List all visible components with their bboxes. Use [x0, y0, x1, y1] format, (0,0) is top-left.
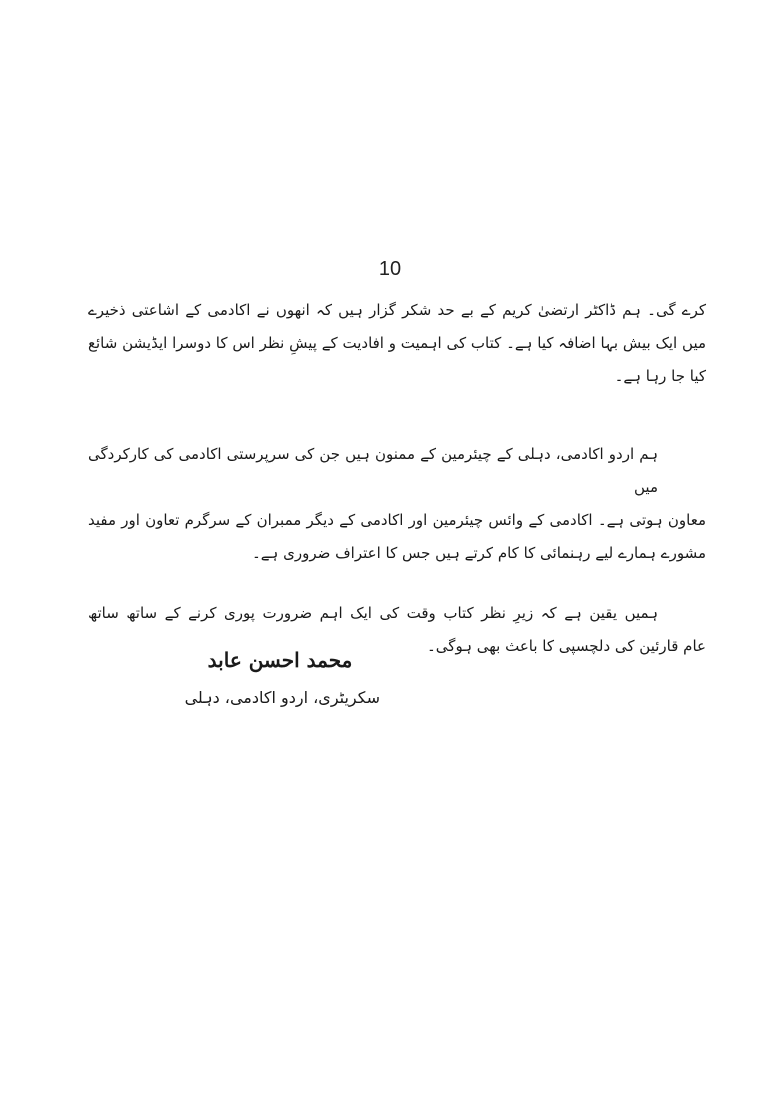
text-line: کرے گی۔ ہم ڈاکٹر ارتضیٰ کریم کے بے حد شکر گزار ہیں کہ انھوں نے اکادمی کے اشاعتی ذخیرے — [88, 301, 706, 319]
text-line: ہم اردو اکادمی، دہلی کے چیئرمین کے ممنون ہیں جن کی سرپرستی اکادمی کی کارکردگی میں — [88, 445, 658, 496]
signature-name: محمد احسن عابد — [207, 648, 353, 672]
text-line: میں ایک بیش بہا اضافہ کیا ہے۔ کتاب کی اہمیت و افادیت کے پیشِ نظر اس کا دوسرا ایڈیشن شائع — [88, 334, 706, 352]
page-number: 10 — [378, 258, 402, 280]
text-line: مشورے ہمارے لیے رہنمائی کا کام کرتے ہیں جس کا اعتراف ضروری ہے۔ — [251, 544, 706, 562]
text-line: عام قارئین کی دلچسپی کا باعث بھی ہوگی۔ — [427, 637, 706, 655]
text-line: ہمیں یقین ہے کہ زیرِ نظر کتاب وقت کی ایک اہم ضرورت پوری کرنے کے ساتھ ساتھ — [88, 604, 658, 622]
paragraph-2 — [88, 438, 706, 570]
text-line: کیا جا رہا ہے۔ — [614, 367, 706, 385]
body-text — [88, 294, 706, 663]
paragraph-1 — [88, 294, 706, 393]
text-line: معاون ہوتی ہے۔ اکادمی کے وائس چیئرمین اور اکادمی کے دیگر ممبران کے سرگرم تعاون اور مفید — [88, 511, 706, 529]
signature-title: سکریٹری، اردو اکادمی، دہلی — [184, 688, 380, 707]
